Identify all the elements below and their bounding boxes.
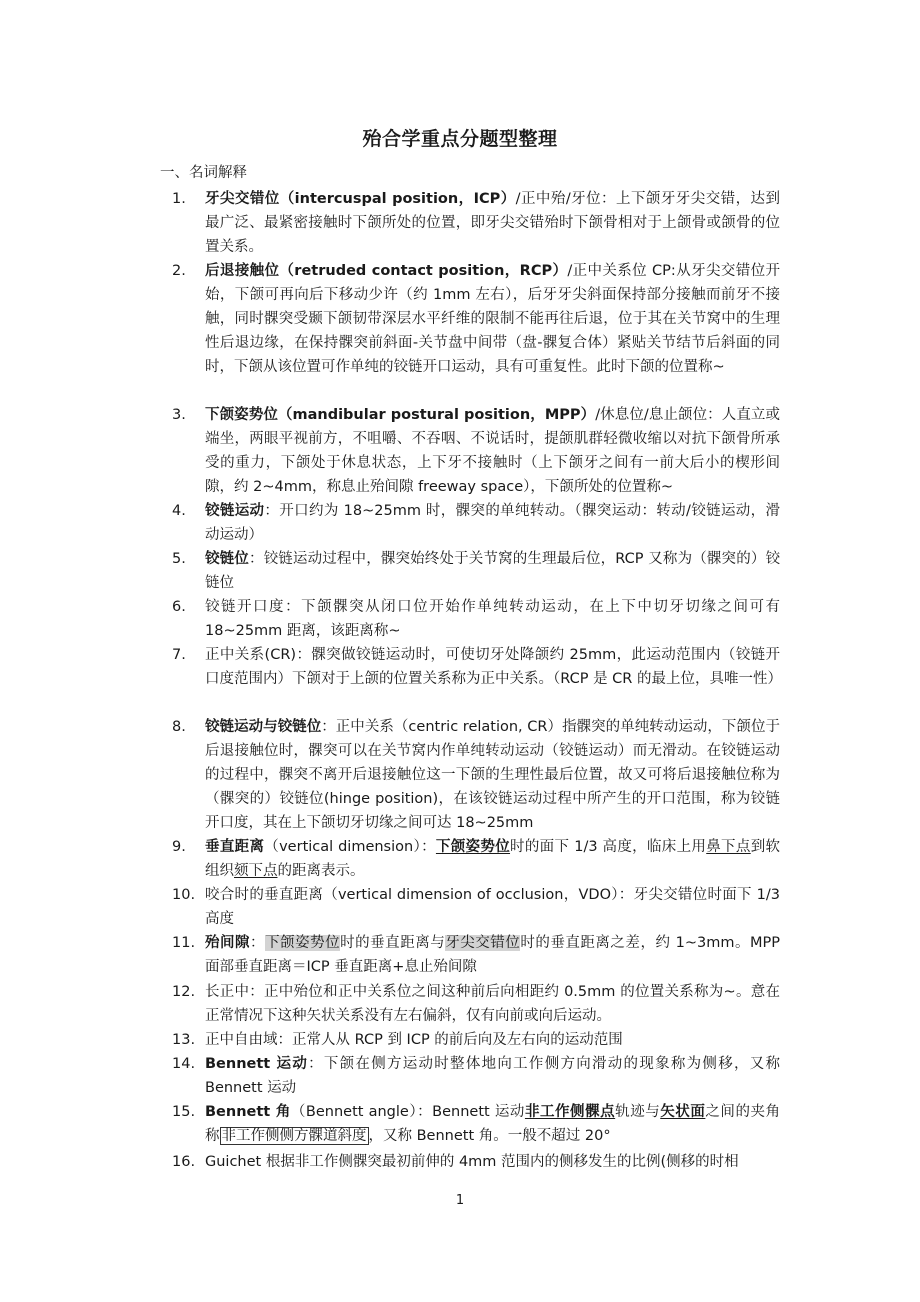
item-term: 铰链位	[205, 551, 249, 567]
item-body: 长正中：正中殆位和正中关系位之间这种前后向相距约 0.5mm 的位置关系称为~。意在正常情况下这种矢状关系没有左右偏斜，仅有向前或向后运动。	[205, 984, 780, 1024]
highlighted-term: 下颌姿势位	[265, 935, 341, 951]
item-number: 15.	[172, 1104, 196, 1120]
item-number: 16.	[172, 1154, 196, 1170]
item-body: 时的面下 1/3 高度，临床上用	[510, 839, 707, 855]
item-body: ：正中关系（centric relation, CR）指髁突的单纯转动运动，下颌位于后退接触位时，髁突可以在关节窝内作单纯转动运动（铰链运动）而无滑动。在铰链运动的过程中，髁突不离开后退接触位这一下颌的生理性最后位置，故又可将后退接触位称为（髁突的）铰链位(hinge position)，在该铰链运动过程中所产生的开口范围，称为铰链开口度，其在上下颌切牙切缘之间可达 18~25mm	[205, 719, 780, 831]
underlined-term: 鼻下点	[706, 839, 751, 855]
item-number: 9.	[172, 839, 186, 855]
item-body: /休息位/息止颌位：人直立或端坐，两眼平视前方，不咀嚼、不吞咽、不说话时，提颌肌群轻微收缩以对抗下颌骨所承受的重力，下颌处于休息状态，上下牙不接触时（上下颌牙之间有一前大后小的楔形间隙，约 2~4mm，称息止殆间隙 freeway space），下颌所处的位置称~	[205, 407, 780, 495]
item-term: Bennett 运动	[205, 1056, 309, 1072]
document-title: 殆合学重点分题型整理	[362, 128, 558, 150]
item-body: ：开口约为 18~25mm 时，髁突的单纯转动。（髁突运动：转动/铰链运动，滑动运动）	[205, 503, 781, 543]
item-body: /正中关系位 CP:从牙尖交错位开始，下颌可再向后下移动少许（约 1mm 左右），后牙牙尖斜面保持部分接触而前牙不接触，同时髁突受颞下颌韧带深层水平纤维的限制不能再往后退，位于其在关节窝中的生理性后退边缘，在保持髁突前斜面-关节盘中间带（盘-髁复合体）紧贴关节结节后斜面的同时，下颌从该位置可作单纯的铰链开口运动，具有可重复性。此时下颌的位置称~	[205, 263, 780, 375]
boxed-term: 非工作侧侧方髁道斜度	[221, 1128, 367, 1144]
underlined-term: 非工作侧髁点	[524, 1104, 616, 1120]
item-number: 7.	[172, 647, 186, 663]
item-body: 到软组织	[205, 839, 781, 879]
item-term: 牙尖交错位（intercuspal position，ICP）	[205, 191, 516, 207]
item-number: 14.	[172, 1056, 196, 1072]
item-number: 10.	[172, 887, 196, 903]
item-term: 下颌姿势位（mandibular postural position，MPP）	[205, 407, 596, 423]
item-number: 13.	[172, 1032, 196, 1048]
item-body: Guichet 根据非工作侧髁突最初前伸的 4mm 范围内的侧移发生的比例(侧移的时相	[205, 1154, 739, 1170]
item-number: 1.	[172, 191, 186, 207]
item-number: 11.	[172, 935, 196, 951]
underlined-term: 矢状面	[660, 1104, 706, 1120]
item-term: 殆间隙	[205, 935, 251, 951]
item-number: 12.	[172, 984, 196, 1000]
item-body: 时的垂直距离之差，约 1~3mm。MPP 面部垂直距离＝ICP 垂直距离+息止殆间隙	[205, 935, 780, 975]
item-number: 5.	[172, 551, 186, 567]
item-body: （vertical dimension）：	[264, 839, 436, 855]
item-number: 6.	[172, 599, 186, 615]
item-term: 铰链运动与铰链位	[205, 719, 322, 735]
item-number: 8.	[172, 719, 186, 735]
item-body: ，又称 Bennett 角。一般不超过 20°	[368, 1128, 611, 1144]
item-term: 铰链运动	[205, 503, 265, 519]
highlighted-term: 牙尖交错位	[445, 935, 521, 951]
item-number: 3.	[172, 407, 186, 423]
item-body: 咬合时的垂直距离（vertical dimension of occlusion，VDO）：牙尖交错位时面下 1/3 高度	[205, 887, 780, 927]
item-body: 铰链开口度：下颌髁突从闭口位开始作单纯转动运动，在上下中切牙切缘之间可有 18~25mm 距离，该距离称~	[205, 599, 780, 639]
underlined-term: 颏下点	[234, 863, 278, 879]
item-number: 2.	[172, 263, 186, 279]
item-body: （Bennett angle）：Bennett 运动	[290, 1104, 525, 1120]
page-number: 1	[455, 1193, 465, 1208]
item-body: 正中关系(CR)：髁突做铰链运动时，可使切牙处降颌约 25mm，此运动范围内（铰链开口度范围内）下颌对于上颌的位置关系称为正中关系。（RCP 是 CR 的最上位，具唯一性）	[205, 647, 782, 687]
underlined-term: 下颌姿势位	[435, 839, 511, 855]
item-body: 时的垂直距离与	[340, 935, 446, 951]
item-body: /正中殆/牙位：上下颌牙牙尖交错，达到最广泛、最紧密接触时下颌所处的位置，即牙尖交错殆时下颌骨相对于上颌骨或颌骨的位置关系。	[205, 191, 780, 255]
item-body: ：铰链运动过程中，髁突始终处于关节窝的生理最后位，RCP 又称为（髁突的）铰链位	[205, 551, 781, 591]
item-body: 轨迹与	[615, 1104, 661, 1120]
item-body: 之间的夹角称	[205, 1104, 781, 1144]
item-term: 垂直距离	[205, 839, 265, 855]
item-term: 后退接触位（retruded contact position，RCP）	[205, 263, 568, 279]
item-body: ：	[250, 935, 266, 951]
section-heading: 一、名词解释	[160, 165, 247, 181]
item-number: 4.	[172, 503, 186, 519]
item-body: ：下颌在侧方运动时整体地向工作侧方向滑动的现象称为侧移，又称 Bennett 运动	[205, 1056, 781, 1096]
item-term: Bennett 角	[205, 1104, 291, 1120]
item-body: 正中自由域：正常人从 RCP 到 ICP 的前后向及左右向的运动范围	[205, 1032, 623, 1048]
item-body: 的距离表示。	[277, 863, 365, 879]
